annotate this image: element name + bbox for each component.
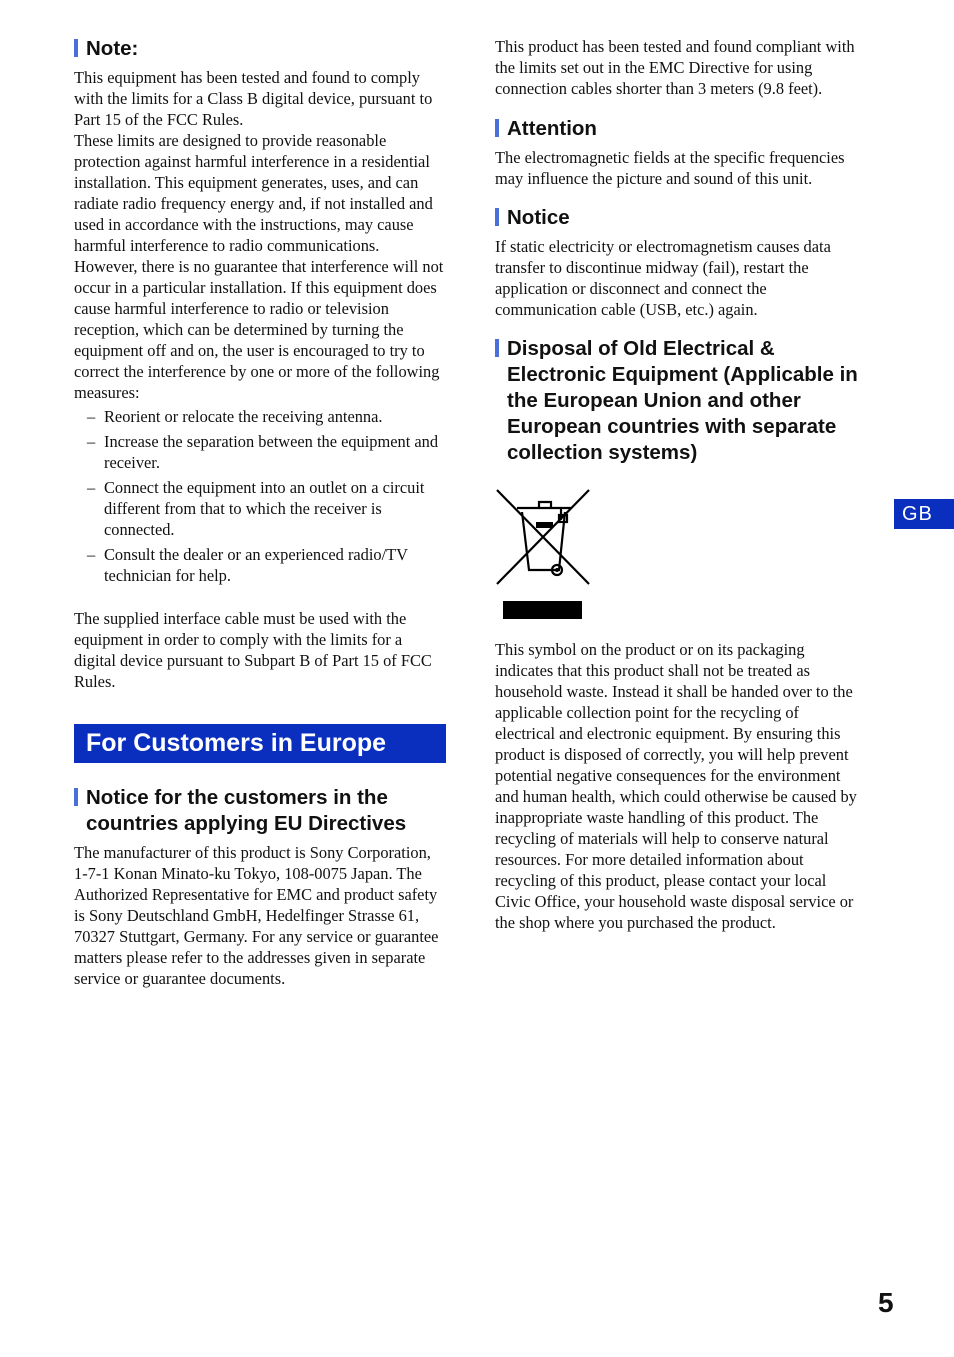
heading-bar — [74, 39, 78, 57]
emc-paragraph: This product has been tested and found compliant with the limits set out in the EMC Directive for using connection cables shorter than 3 meters (9.8 feet). — [495, 37, 855, 98]
measures-list — [74, 406, 446, 586]
list-item — [74, 431, 446, 473]
dash-marker: – — [87, 432, 96, 451]
crossed-out-wheelie-bin-icon — [495, 488, 591, 588]
eu-heading-text: Notice for the customers in the countries applying EU Directives — [86, 786, 407, 835]
spacer — [495, 189, 863, 205]
weee-symbol — [495, 488, 595, 619]
heading-bar — [495, 339, 499, 357]
spacer — [495, 320, 863, 336]
disposal-paragraph: This symbol on the product or on its packaging indicates that this product shall not be treated as household waste. Instead it shall be handed over to the applicable collection point for the recycling of electrical and electronic equipment. By ensuring this product is disposed of correctly, you will help prevent potential negative consequences for the environment and human health, which could otherwise be caused by inappropriate waste handling of this product. The recycling of materials will help to conserve natural resources. For more detailed information about recycling of this product, please contact your local Civic Office, your household waste disposal service or the shop where you purchased the product. — [495, 640, 857, 932]
note-paragraph-1: This equipment has been tested and found to comply with the limits for a Class B digital device, pursuant to Part 15 of the FCC Rules. — [74, 68, 433, 129]
section-banner — [74, 724, 446, 763]
spacer — [495, 99, 863, 116]
attention-heading — [495, 116, 863, 142]
list-item — [74, 544, 446, 586]
left-column — [74, 36, 446, 989]
eu-heading — [74, 785, 446, 837]
list-item-text: Connect the equipment into an outlet on a circuit different from that to which the receiver is connected. — [104, 478, 425, 539]
eu-paragraph: The manufacturer of this product is Sony Corporation, 1-7-1 Konan Minato-ku Tokyo, 108-0075 Japan. The Authorized Representative for EMC and product safety is Sony Deutschland GmbH, Hedelfinger Strasse 61, 70327 Stuttgart, Germany. For any service or guarantee matters please refer to the addresses given in separate service or guarantee documents. — [74, 843, 439, 988]
list-item-text: Reorient or relocate the receiving antenna. — [104, 407, 383, 426]
notice-heading — [495, 205, 863, 231]
dash-marker: – — [87, 478, 96, 497]
list-item — [74, 406, 446, 427]
dash-marker: – — [87, 545, 96, 564]
right-column — [495, 36, 863, 933]
attention-heading-text: Attention — [507, 117, 597, 140]
spacer — [74, 590, 446, 608]
heading-bar — [495, 208, 499, 226]
notice-paragraph: If static electricity or electromagnetism causes data transfer to discontinue midway (fail), restart the application or disconnect and connect the communication cable (USB, etc.) again. — [495, 237, 831, 319]
attention-paragraph: The electromagnetic fields at the specific frequencies may influence the picture and sound of this unit. — [495, 148, 845, 188]
language-tab-label: GB — [902, 503, 933, 525]
note-paragraph-2: These limits are designed to provide reasonable protection against harmful interference in a residential installation. This equipment generates, uses, and can radiate radio frequency energy and, if not installed and used in accordance with the instructions, may cause harmful interference to radio communications. However, there is no guarantee that interference will not occur in a particular installation. If this equipment does cause harmful interference to radio or television reception, which can be determined by turning the equipment off and on, the user is encouraged to try to correct the interference by one or more of the following measures: — [74, 131, 444, 402]
notice-heading-text: Notice — [507, 206, 570, 229]
dash-marker: – — [87, 407, 96, 426]
note-heading — [74, 36, 446, 62]
list-item — [74, 477, 446, 540]
page-number: 5 — [878, 1287, 894, 1318]
list-item-text: Consult the dealer or an experienced radio/TV technician for help. — [104, 545, 408, 585]
list-item-text: Increase the separation between the equipment and receiver. — [104, 432, 439, 472]
note-heading-text: Note: — [86, 37, 139, 60]
disposal-heading — [495, 336, 863, 466]
weee-black-bar — [503, 601, 582, 619]
language-tab — [894, 499, 954, 529]
heading-bar — [74, 788, 78, 806]
cable-paragraph: The supplied interface cable must be used with the equipment in order to comply with the limits for a digital device pursuant to Subpart B of Part 15 of FCC Rules. — [74, 609, 432, 691]
disposal-heading-text: Disposal of Old Electrical & Electronic Equipment (Applicable in the European Union and other European countries with separate collection systems) — [507, 337, 858, 464]
section-banner-text: For Customers in Europe — [86, 729, 387, 757]
heading-bar — [495, 119, 499, 137]
